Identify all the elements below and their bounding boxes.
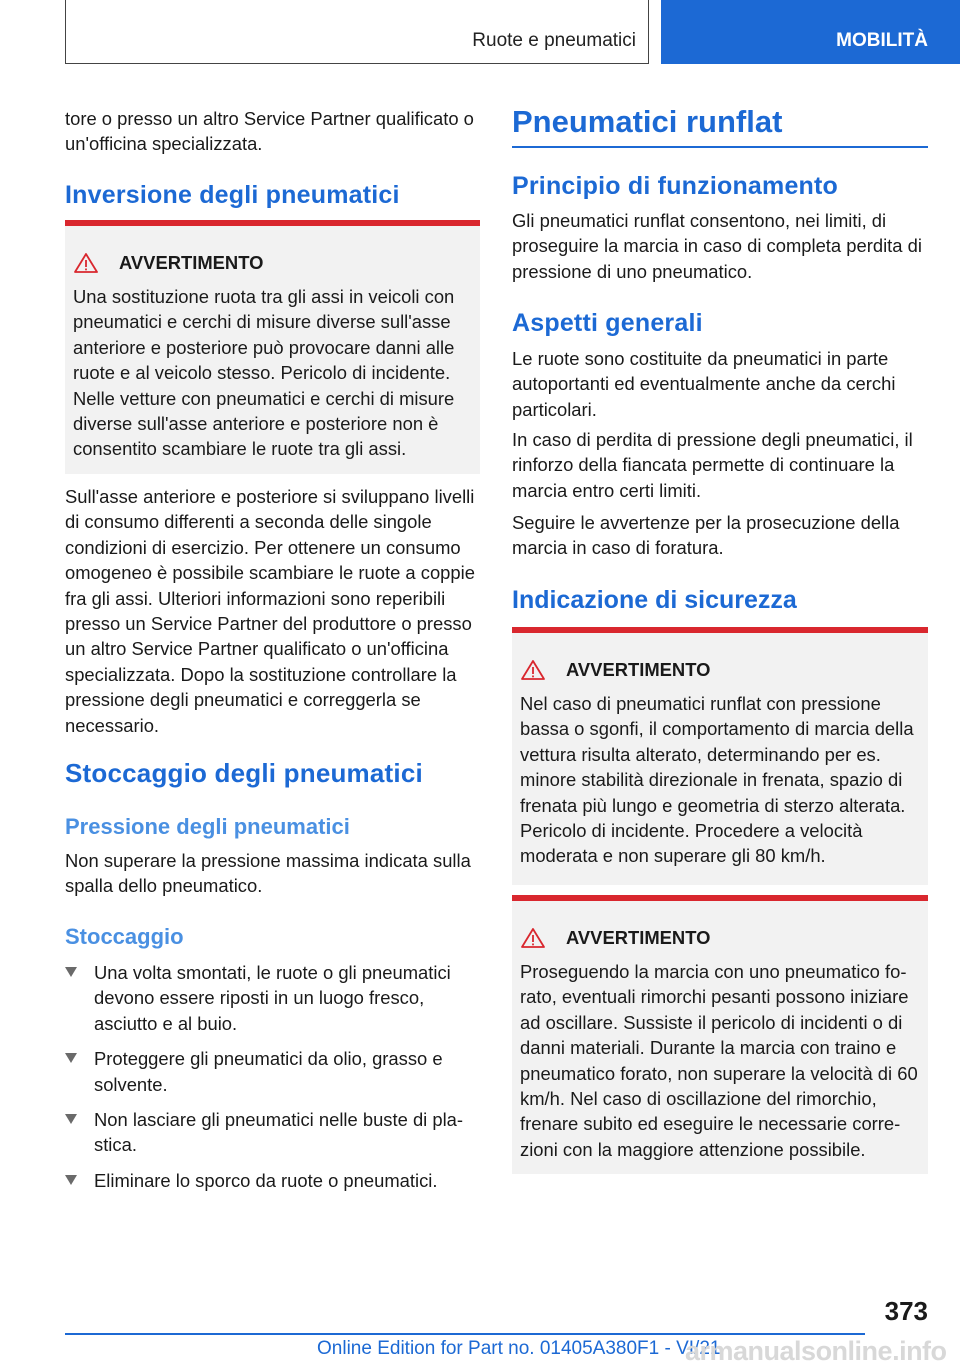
paragraph-aspetti-1: Le ruote sono costituite da pneumatici in parte autoportanti ed eventualmente anche da cerchi particolari. <box>512 348 896 420</box>
warning-triangle-icon <box>520 659 546 681</box>
heading-pressione: Pressione degli pneumatici <box>65 814 350 839</box>
bullet-triangle-icon <box>65 1175 77 1185</box>
warning-box-3 <box>512 895 928 1174</box>
chapter-title: MOBILITÀ <box>836 30 928 51</box>
warning-triangle-icon <box>73 252 99 274</box>
list-item: Una volta smontati, le ruote o gli pneumatici devono essere riposti in un luogo fresco, asciutto e al buio. <box>65 960 480 1036</box>
heading-principio: Principio di funzionamento <box>512 172 839 200</box>
heading-aspetti: Aspetti generali <box>512 309 703 337</box>
bullet-triangle-icon <box>65 1053 77 1063</box>
warning-text: Una sostituzione ruota tra gli assi in veicoli con pneumatici e cerchi di misure diverse sull'asse anteriore e posteriore può provocare danni alle ruote e al veicolo stesso. Pericolo di incidente. Nelle vetture con pneumatici e cerchi di misure diverse sull'asse anteriore e posteriore non è consentito scambiare le ruote tra gli assi. <box>73 286 455 460</box>
warning-box-1 <box>65 220 480 474</box>
header-section-box <box>65 0 649 64</box>
chapter-tab <box>661 0 960 64</box>
warning-header <box>520 659 710 681</box>
warning-header <box>73 252 263 274</box>
paragraph-usura: Sull'asse anteriore e posteriore si sviluppano livelli di consumo differenti a seconda delle singole condizioni di esercizio. Per ottenere un consumo omogeneo è possibile scambiare le ruote a coppie fra gli assi. Ulteriori informazioni sono reperibili presso un Service Partner del produttore o presso un altro Service Partner qualificato o un'officina specializzata. Dopo la sostituzione controllare la pressione degli pneumatici e correggerla se necessario. <box>65 486 475 736</box>
warning-triangle-icon <box>520 927 546 949</box>
paragraph-principio: Gli pneumatici runflat consentono, nei limiti, di proseguire la marcia in caso di completa perdita di pressione di uno pneumatico. <box>512 210 922 282</box>
paragraph-aspetti-2: In caso di perdita di pressione degli pneumatici, il rinforzo della fiancata permette di continuare la marcia entro certi limiti. <box>512 429 913 501</box>
warning-title: AVVERTIMENTO <box>119 252 264 273</box>
warning-box-2 <box>512 627 928 885</box>
bullet-triangle-icon <box>65 967 77 977</box>
footer-divider <box>65 1333 865 1335</box>
footer-edition: Online Edition for Part no. 01405A380F1 - VI/21 <box>317 1338 721 1359</box>
heading-underline <box>512 146 928 148</box>
warning-text: Nel caso di pneumatici runflat con pressione bassa o sgonfi, il comportamento di marcia della vettura risulta alterato, determinando per es. minore stabilità direzionale in frenata, spazio di frenata più lungo e geometria di sterzo alterata. Pericolo di incidente. Procedere a velocità moderata e non superare gli 80 km/h. <box>520 693 914 867</box>
warning-text: Proseguendo la marcia con uno pneumatico forato, eventuali rimorchi pesanti possono iniziare ad oscillare. Sussiste il pericolo di incidenti o di danni materiali. Durante la marcia con traino e pneumatico forato, non superare la velocità di 60 km/h. Nel caso di oscillazione del rimorchio, frenare subito ed eseguire le necessarie correzioni con la maggiore attenzione possibile. <box>520 961 918 1160</box>
warning-header <box>520 927 710 949</box>
storage-list <box>65 960 480 1193</box>
heading-sicurezza: Indicazione di sicurezza <box>512 586 797 614</box>
page-number: 373 <box>884 1296 928 1326</box>
heading-inversione: Inversione degli pneumatici <box>65 181 400 209</box>
heading-stoccaggio-sub: Stoccaggio <box>65 924 184 949</box>
warning-title: AVVERTIMENTO <box>566 659 711 680</box>
list-item: Non lasciare gli pneumatici nelle buste di plastica. <box>65 1107 480 1158</box>
list-item: Proteggere gli pneumatici da olio, grasso e solvente. <box>65 1046 480 1097</box>
warning-title: AVVERTIMENTO <box>566 927 711 948</box>
section-title: Ruote e pneumatici <box>472 30 636 51</box>
intro-paragraph: tore o presso un altro Service Partner qualificato o un'officina specializzata. <box>65 108 474 155</box>
heading-runflat: Pneumatici runflat <box>512 104 783 139</box>
list-item: Eliminare lo sporco da ruote o pneumatici. <box>65 1168 480 1193</box>
paragraph-aspetti-3: Seguire le avvertenze per la prosecuzione della marcia in caso di foratura. <box>512 512 900 559</box>
heading-stoccaggio: Stoccaggio degli pneumatici <box>65 758 423 788</box>
bullet-triangle-icon <box>65 1114 77 1124</box>
paragraph-pressione: Non superare la pressione massima indicata sulla spalla dello pneumatico. <box>65 850 471 897</box>
watermark: armanualsonline.info <box>685 1336 947 1366</box>
